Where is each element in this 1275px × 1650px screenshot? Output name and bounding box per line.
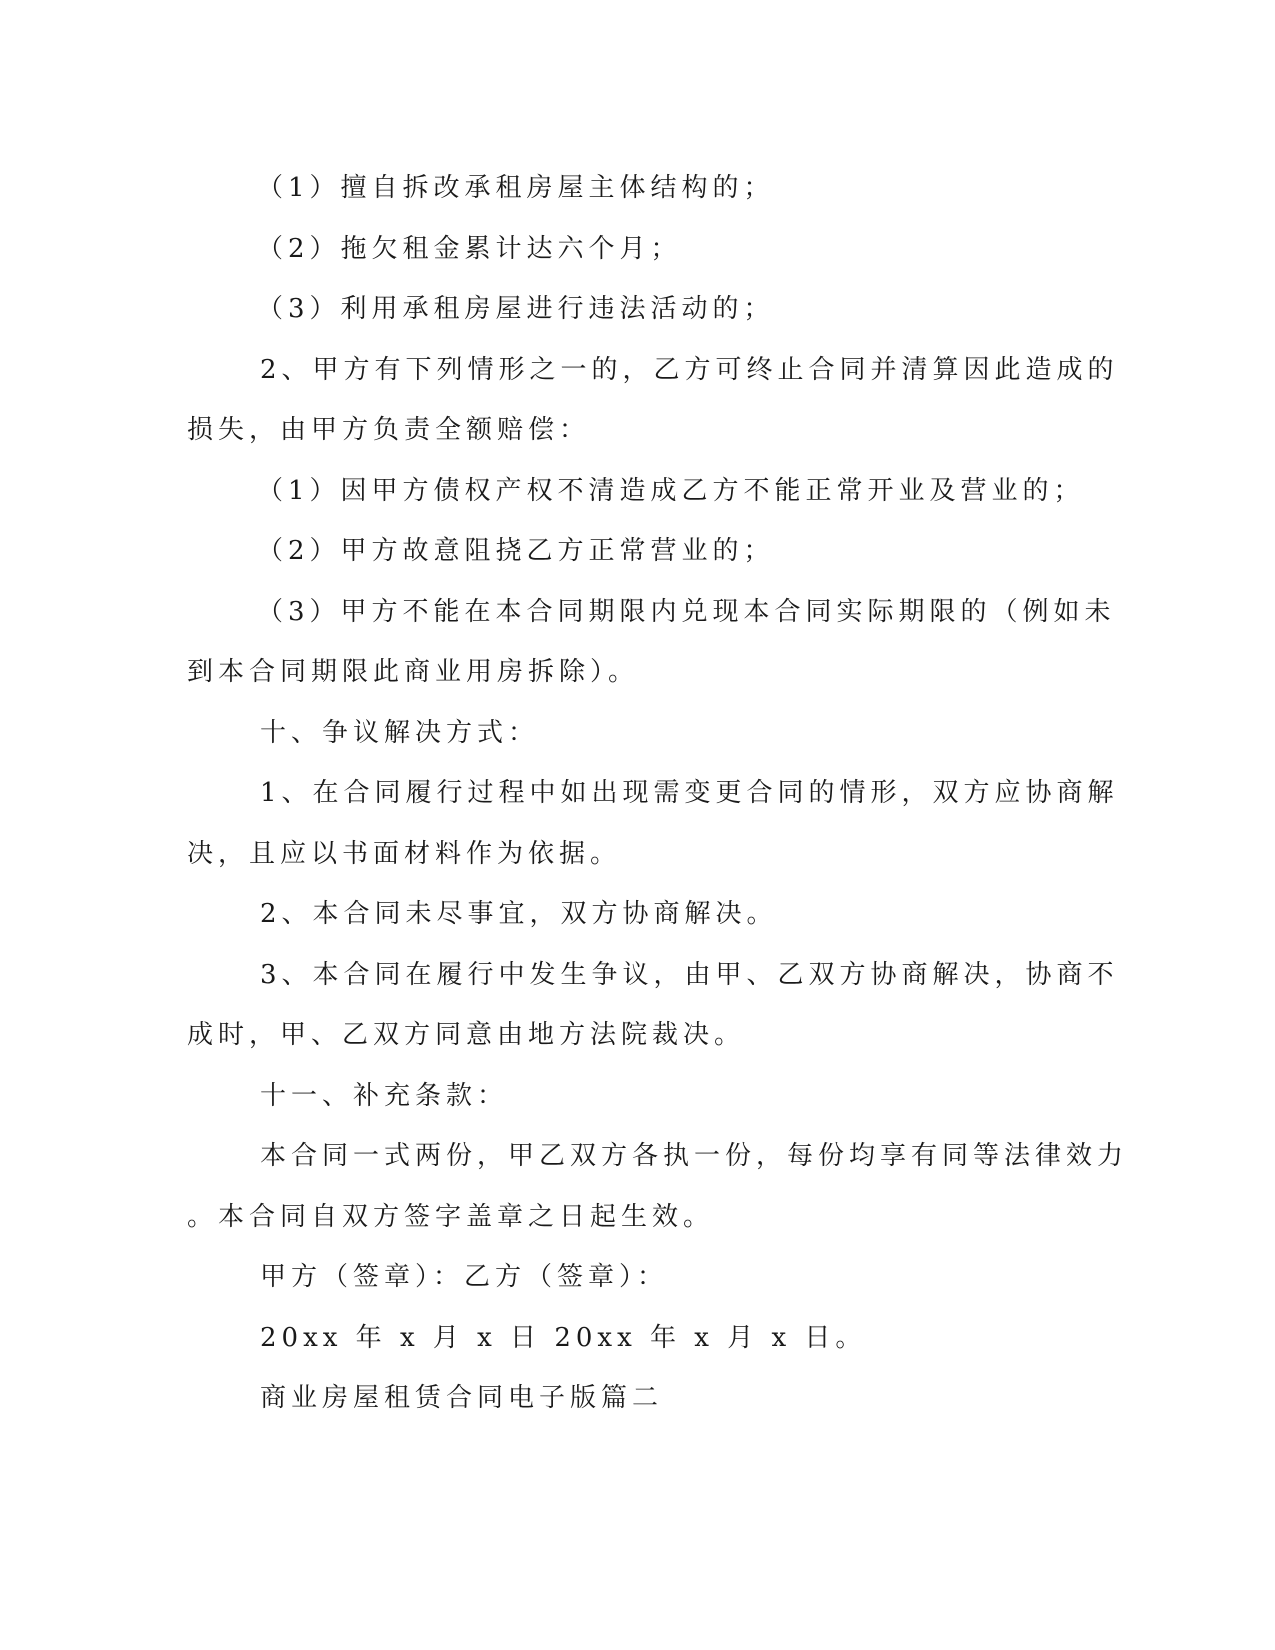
clause-2-item-1: （1）因甲方债权产权不清造成乙方不能正常开业及营业的； bbox=[257, 475, 1085, 506]
section-heading-dispute: 十、争议解决方式： bbox=[260, 717, 540, 748]
supplementary-paragraph: 本合同一式两份，甲乙双方各执一份，每份均享有同等法律效力 bbox=[260, 1141, 1129, 1171]
dispute-item-1-cont: 决，且应以书面材料作为依据。 bbox=[187, 838, 622, 869]
clause-item-3: （3）利用承租房屋进行违法活动的； bbox=[257, 294, 775, 324]
supplementary-paragraph-cont: 。本合同自双方签字盖章之日起生效。 bbox=[187, 1201, 715, 1232]
clause-item-2: （2）拖欠租金累计达六个月； bbox=[257, 233, 682, 264]
clause-2-item-2: （2）甲方故意阻挠乙方正常营业的； bbox=[257, 536, 775, 566]
section-heading-supplementary: 十一、补充条款： bbox=[260, 1080, 509, 1111]
clause-2-paragraph-cont: 损失，由甲方负责全额赔偿： bbox=[187, 415, 591, 445]
next-section-title: 商业房屋租赁合同电子版篇二 bbox=[260, 1383, 664, 1413]
dispute-item-3-cont: 成时，甲、乙双方同意由地方法院裁决。 bbox=[187, 1020, 746, 1050]
clause-2-item-3: （3）甲方不能在本合同期限内兑现本合同实际期限的（例如未 bbox=[257, 596, 1116, 627]
dispute-item-1: 1、在合同履行过程中如出现需变更合同的情形，双方应协商解 bbox=[260, 778, 1119, 808]
document-body bbox=[187, 158, 1129, 1429]
clause-2-paragraph: 2、甲方有下列情形之一的，乙方可终止合同并清算因此造成的 bbox=[260, 354, 1119, 385]
dispute-item-2: 2、本合同未尽事宜，双方协商解决。 bbox=[260, 899, 778, 929]
date-line: 20xx 年 x 月 x 日 20xx 年 x 月 x 日。 bbox=[260, 1322, 867, 1353]
dispute-item-3: 3、本合同在履行中发生争议，由甲、乙双方协商解决，协商不 bbox=[260, 959, 1119, 990]
clause-item-1: （1）擅自拆改承租房屋主体结构的； bbox=[257, 173, 775, 203]
signature-line: 甲方（签章）：乙方（签章）： bbox=[260, 1262, 669, 1292]
clause-2-item-3-cont: 到本合同期限此商业用房拆除）。 bbox=[187, 657, 640, 687]
